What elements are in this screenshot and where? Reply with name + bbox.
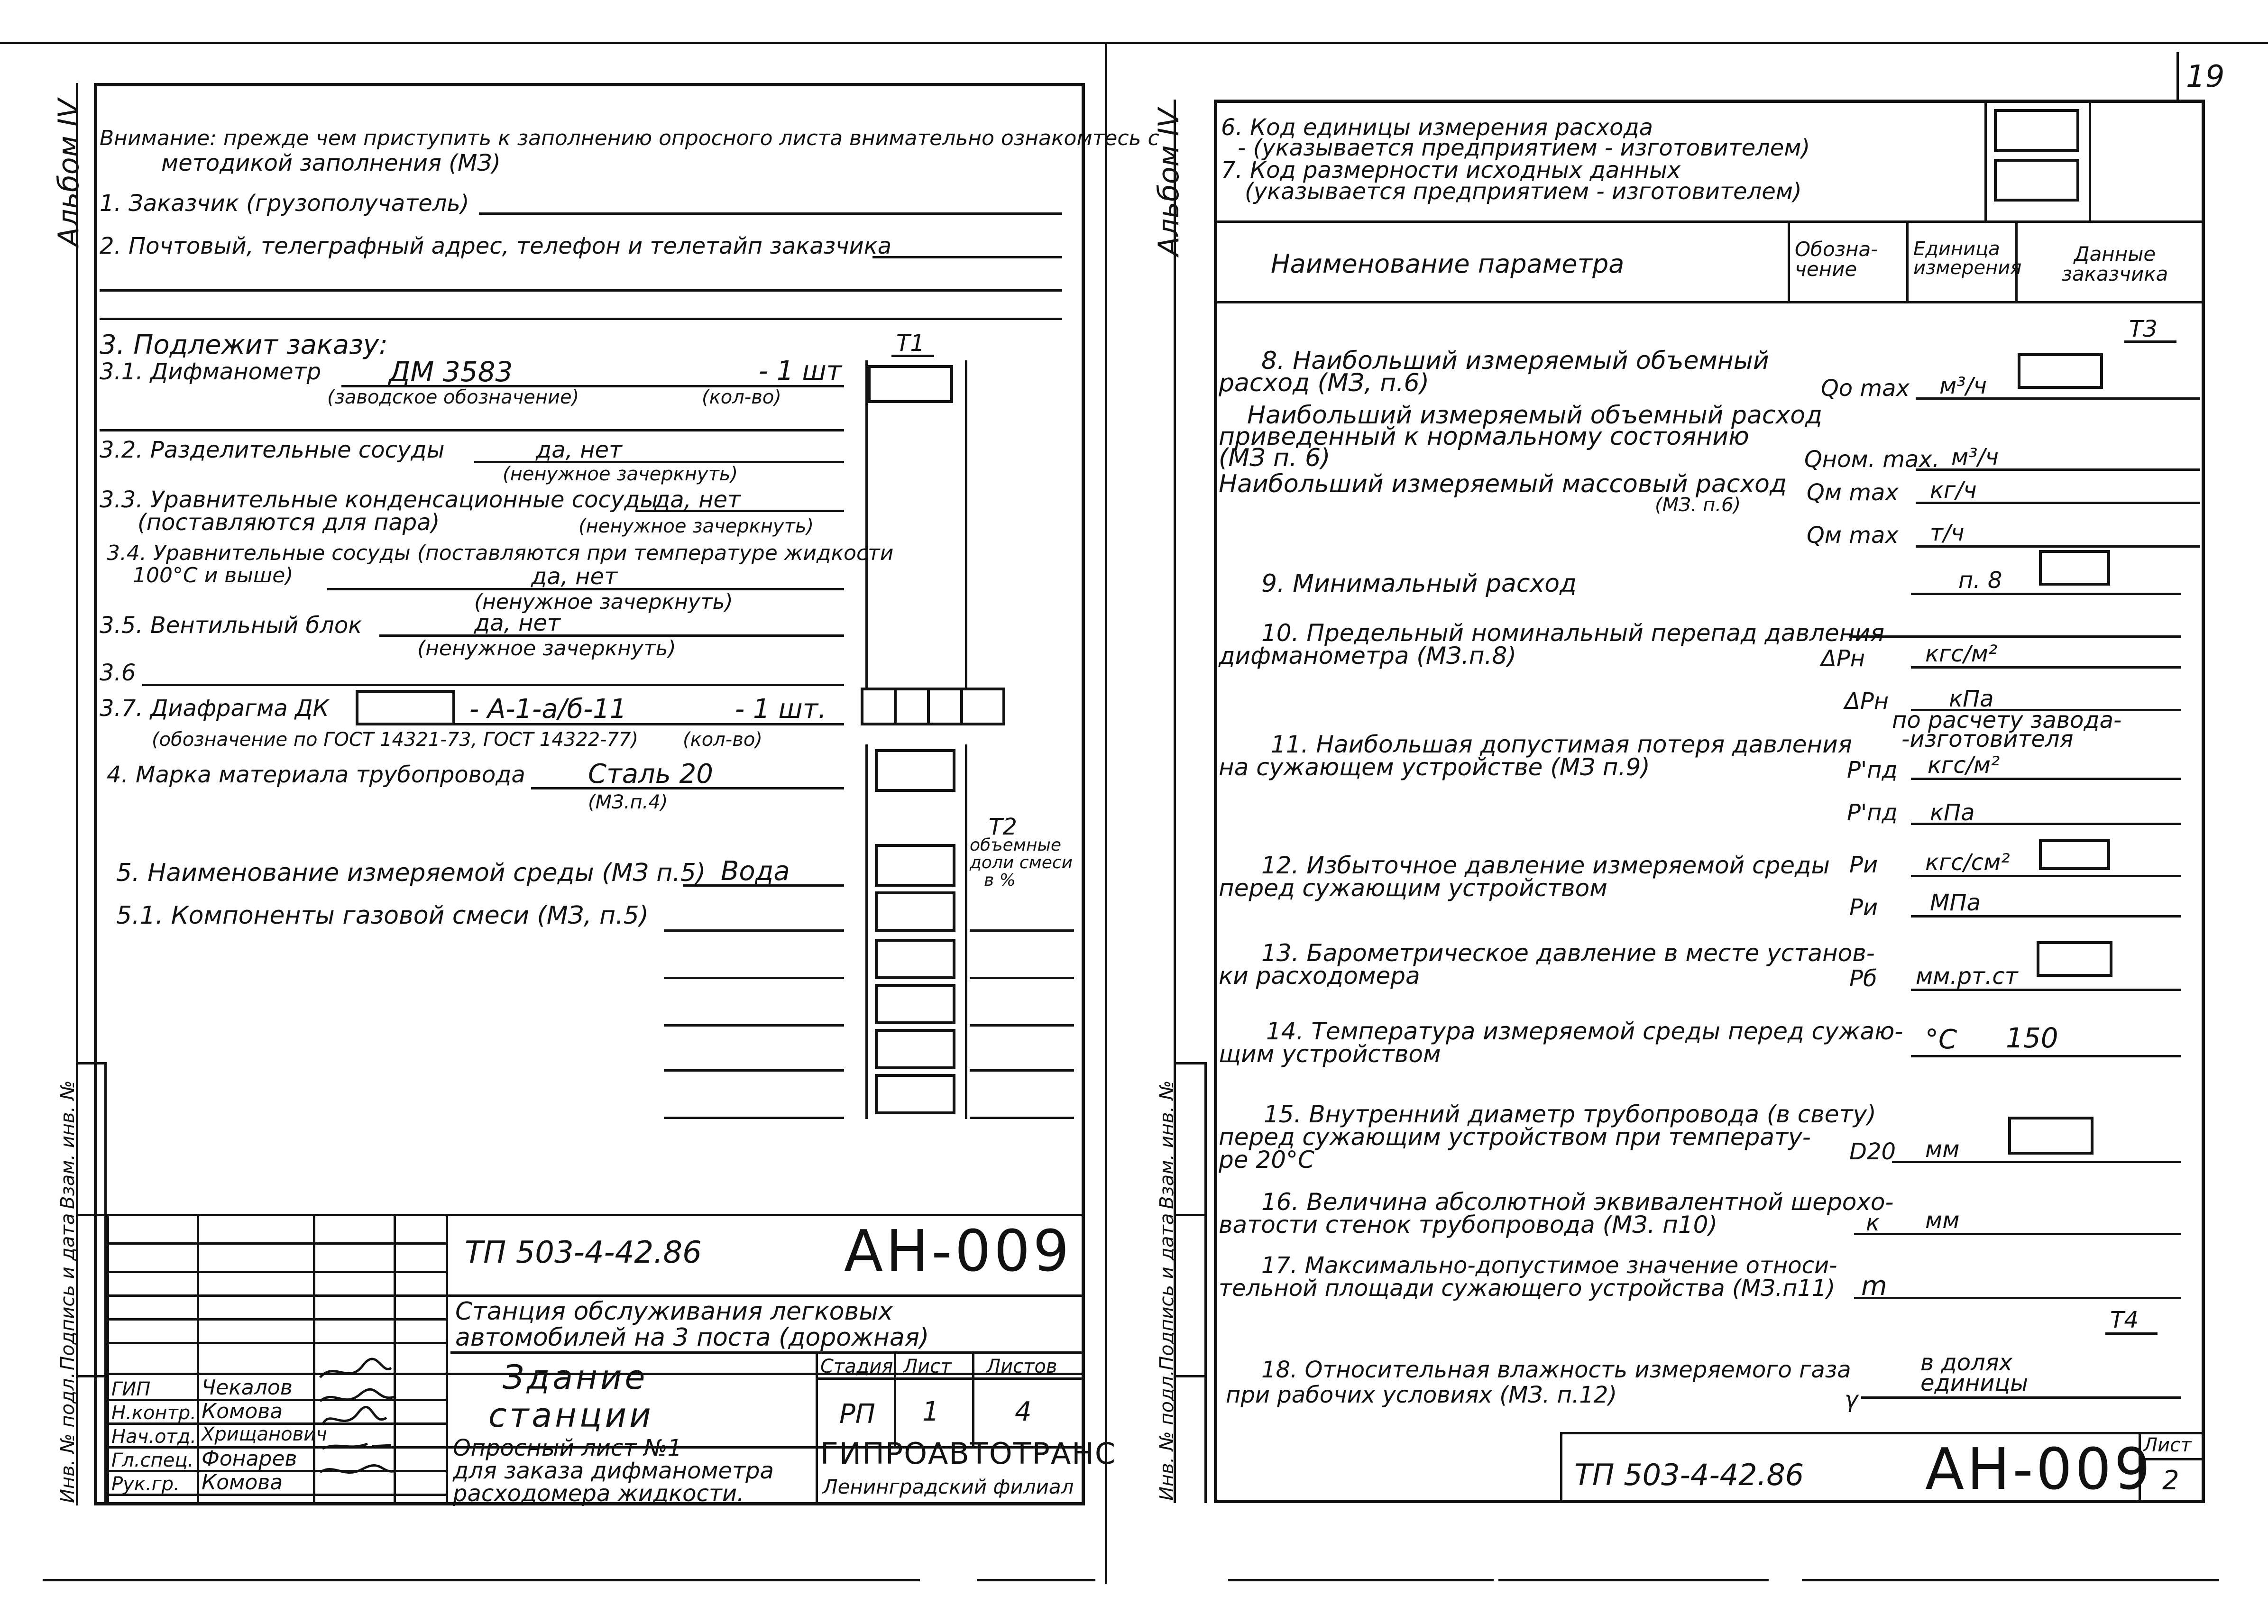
field-10-note1: по расчету завода- [1892, 707, 2122, 734]
field-17-line[interactable] [1854, 1297, 2181, 1299]
bottom-line-3 [1228, 1579, 1494, 1581]
field-37-dk-box[interactable] [356, 690, 455, 725]
left-album-label: Альбом IV [52, 99, 85, 247]
field-16-line2: ватости стенок трубопровода (МЗ. п10) [1219, 1211, 1717, 1239]
field-5-label: 5. Наименование измеряемой среды (МЗ п.5) [116, 859, 706, 887]
tb-top [107, 1214, 1085, 1216]
field-37-qty: - 1 шт. [735, 694, 827, 725]
field-12b-line[interactable] [1911, 915, 2181, 918]
tb-stage-row [816, 1377, 1085, 1380]
t3-label: Т3 [2129, 316, 2158, 342]
field-8-symbol: Qо max [1821, 375, 1910, 402]
field-31-qty: - 1 шт [759, 356, 842, 386]
field-10b-unit: кПа [1949, 686, 1994, 712]
field-15-line1: 15. Внутренний диаметр трубопровода (в свету) [1264, 1101, 1876, 1128]
field-11-line1: 11. Наибольшая допустимая потеря давления [1271, 731, 1852, 758]
t2-sub1: объемные [970, 835, 1062, 855]
field-8d-line[interactable] [1916, 545, 2200, 548]
field-6-line2: - (указывается предприятием - изготовителем) [1238, 135, 1810, 161]
t2-box-5[interactable] [875, 844, 955, 887]
field-10b-symbol: ΔPн [1845, 688, 1889, 715]
field-12-line1: 12. Избыточное давление измеряемой среды [1261, 852, 1830, 879]
field-37-line[interactable] [455, 723, 844, 725]
diaphragm-box-2[interactable] [894, 688, 932, 725]
tb-col-5 [446, 1214, 448, 1505]
t1-underline [891, 355, 934, 357]
tb-row-e [107, 1342, 446, 1344]
field-31-label: 3.1. Дифманометр [100, 358, 321, 385]
field-4-label: 4. Марка материала трубопровода [107, 762, 525, 788]
field-35-note: (ненужное зачеркнуть) [417, 636, 676, 661]
tb-sheets-head: Листов [986, 1356, 1057, 1377]
tb-title-2: автомобилей на 3 поста (дорожная) [455, 1323, 929, 1352]
field-18-line2: при рабочих условиях (МЗ. п.12) [1226, 1382, 1617, 1408]
field-8c-unit: кг/ч [1930, 477, 1977, 504]
tb-doc-3: расходомера жидкости. [453, 1480, 744, 1507]
field-12-line[interactable] [1911, 875, 2181, 877]
field-4-value: Сталь 20 [588, 759, 713, 789]
t2-pct-line-4[interactable] [970, 1069, 1074, 1072]
t2-col-left [865, 744, 868, 1119]
header-param-name: Наименование параметра [1271, 249, 1625, 279]
field-11b-unit: кПа [1930, 799, 1975, 826]
field-14-value: 150 [2006, 1022, 2058, 1054]
t2-pct-line-3[interactable] [970, 1024, 1074, 1027]
right-strip-h1 [1174, 1062, 1205, 1064]
left-strip-label-1: Инв. № подл. [57, 1372, 79, 1503]
left-strip-h3 [76, 1375, 105, 1377]
field-18-unit-1: в долях [1920, 1349, 2013, 1376]
field-17-line1: 17. Максимально-допустимое значение относи- [1261, 1252, 1837, 1279]
field-8c-line[interactable] [1916, 502, 2200, 504]
left-strip-h2 [76, 1214, 105, 1216]
field-15-line3: ре 20°С [1219, 1146, 1314, 1174]
page-top-border [0, 42, 2268, 44]
field-8b-line2: приведенный к нормальному состоянию [1219, 422, 1749, 451]
field-8b-line3: (МЗ п. 6) [1219, 444, 1331, 472]
tb-name-4: Фонарев [202, 1447, 297, 1471]
right-strip-inner [1204, 1062, 1207, 1503]
field-14-unit: °С [1925, 1024, 1957, 1055]
field-17-line2: тельной площади сужающего устройства (МЗ.п11) [1219, 1275, 1836, 1302]
field-4-sub: (МЗ.п.4) [588, 791, 668, 813]
tb-col-2 [197, 1214, 199, 1505]
field-9: 9. Минимальный расход [1261, 569, 1577, 598]
field-8d-symbol: Qм max [1807, 522, 1899, 549]
field-9-box[interactable] [2039, 550, 2110, 586]
tb-name-2: Комова [202, 1399, 283, 1423]
t1-col-right [965, 360, 967, 692]
tb-name-5: Комова [202, 1470, 283, 1495]
left-strip-h1 [76, 1062, 105, 1064]
field-12-unit: кгс/см² [1925, 849, 2010, 876]
field-10-line1: 10. Предельный номинальный перепад давления [1261, 619, 1885, 647]
field-12-symbol: Pи [1849, 852, 1878, 878]
code-col-left [1984, 102, 1987, 220]
gas-box-2[interactable] [875, 939, 955, 979]
left-strip-label-3: Взам. инв. № [57, 1080, 79, 1209]
gas-line-4[interactable] [664, 1069, 844, 1072]
field-37-sub2: (кол-во) [683, 729, 762, 751]
field-2-address: 2. Почтовый, телеграфный адрес, телефон и телетайп заказчика [100, 233, 892, 259]
tb-row-b [107, 1271, 446, 1273]
field-18-line[interactable] [1861, 1396, 2181, 1399]
field-5-value: Вода [721, 856, 790, 887]
tb-sheet: 1 [922, 1396, 939, 1427]
field-31-value: ДМ 3583 [389, 356, 513, 388]
field-15-line2: перед сужающим устройством при температу- [1219, 1123, 1811, 1151]
table-col-unit [1906, 220, 1909, 301]
tb-row-d [107, 1318, 446, 1321]
gas-box-3[interactable] [875, 984, 955, 1024]
right-album-label: Альбом IV [1152, 108, 1185, 256]
bottom-line-5 [1802, 1579, 2219, 1581]
field-32-note: (ненужное зачеркнуть) [503, 463, 738, 485]
gas-box-1[interactable] [875, 891, 955, 932]
attention-line-1: Внимание: прежде чем приступить к заполнению опросного листа внимательно ознакомтесь с [100, 126, 1159, 150]
field-10-note2: -изготовителя [1901, 726, 2074, 752]
right-stamp-code: ТП 503-4-42.86 [1574, 1458, 1804, 1492]
field-17-symbol: m [1861, 1271, 1887, 1302]
tb-doc-1: Опросный лист №1 [453, 1435, 682, 1461]
t2-box-top[interactable] [875, 749, 955, 792]
field-37-sub: (обозначение по ГОСТ 14321-73, ГОСТ 14322-77) [152, 729, 639, 751]
gas-line-5[interactable] [664, 1117, 844, 1119]
bottom-line-2 [977, 1579, 1095, 1581]
field-8-line1: 8. Наибольший измеряемый объемный [1261, 347, 1769, 375]
table-col-sym [1788, 220, 1790, 301]
tb-role-4: Гл.спец. [111, 1450, 194, 1471]
field-11-symbol: P'пд [1847, 757, 1898, 783]
field-11-unit: кгс/м² [1928, 752, 2000, 779]
diaphragm-box-1[interactable] [861, 688, 899, 725]
t2-sub3: в % [984, 871, 1016, 890]
bottom-line-4 [1498, 1579, 1769, 1581]
field-31-line-b[interactable] [100, 429, 844, 431]
field-10-top-line[interactable] [1849, 635, 2181, 638]
field-8b-line[interactable] [1916, 468, 2200, 471]
right-strip-label-1: Инв. № подл. [1156, 1370, 1178, 1501]
field-8c-line1: Наибольший измеряемый массовый расход [1219, 470, 1787, 498]
field-13-line[interactable] [1911, 989, 2181, 991]
right-strip-label-3: Взам. инв. № [1156, 1080, 1178, 1209]
field-16-unit: мм [1925, 1207, 1960, 1234]
attention-line-2: методикой заполнения (МЗ) [161, 150, 501, 176]
t2-sub2: доли смеси [970, 853, 1073, 872]
field-12b-symbol: Pи [1849, 894, 1878, 921]
field-15-box[interactable] [2008, 1117, 2094, 1155]
field-7-line2: (указывается предприятием - изготовителем) [1245, 178, 1802, 205]
tb-title-line [450, 1351, 1085, 1354]
field-2-line-c[interactable] [100, 318, 1062, 320]
tb-stage: РП [839, 1399, 875, 1430]
field-31-sub1: (заводское обозначение) [327, 386, 579, 408]
field-37-value: - А-1-а/б-11 [469, 694, 627, 725]
field-37-label: 3.7. Диафрагма ДК [100, 695, 329, 722]
gas-box-5[interactable] [875, 1074, 955, 1114]
field-51-label: 5.1. Компоненты газовой смеси (МЗ, п.5) [116, 901, 649, 930]
field-2-line-b[interactable] [100, 289, 1062, 292]
tb-row-a [107, 1242, 446, 1245]
field-16-line[interactable] [1854, 1233, 2181, 1235]
field-11-line[interactable] [1911, 778, 2181, 780]
t4-label: Т4 [2110, 1307, 2139, 1333]
diaphragm-box-4[interactable] [960, 688, 1005, 725]
t2-pct-line-1[interactable] [970, 929, 1074, 932]
field-10-line[interactable] [1911, 666, 2181, 669]
field-32-label: 3.2. Разделительные сосуды [100, 437, 445, 463]
tb-role-2: Н.контр. [111, 1402, 196, 1424]
t2-label: Т2 [989, 814, 1017, 840]
field-13-symbol: Pб [1849, 965, 1877, 992]
tb-doc-2: для заказа дифманометра [453, 1458, 774, 1484]
t1-box-dm[interactable] [868, 365, 953, 403]
header-data: Данные заказчика [2061, 242, 2168, 285]
field-18-unit-2: единицы [1920, 1370, 2029, 1396]
field-16-symbol: к [1866, 1210, 1880, 1236]
field-10-symbol: ΔPн [1821, 645, 1865, 672]
field-8b-unit: м³/ч [1951, 444, 1999, 470]
gas-line-3[interactable] [664, 1024, 844, 1027]
field-8-unit: м³/ч [1939, 373, 1987, 399]
gas-box-4[interactable] [875, 1029, 955, 1069]
code-col-right [2089, 102, 2091, 220]
field-8-box[interactable] [2018, 353, 2103, 389]
field-11b-symbol: P'пд [1847, 799, 1898, 826]
field-34-value: да, нет [531, 563, 617, 590]
tb-album-code: АН-009 [844, 1219, 1072, 1285]
table-header-bottom [1214, 301, 2205, 303]
tb-signatures [315, 1356, 443, 1498]
field-9-line[interactable] [1911, 593, 2181, 595]
field-12-line2: перед сужающим устройством [1219, 874, 1607, 902]
field-6-line1: 6. Код единицы измерения расхода [1221, 114, 1653, 141]
field-11b-line[interactable] [1911, 823, 2181, 825]
field-1-customer: 1. Заказчик (грузополучатель) [100, 190, 469, 217]
field-10-unit: кгс/м² [1925, 641, 1998, 667]
field-13-unit: мм.рт.ст [1916, 963, 2018, 990]
table-header-top [1214, 220, 2205, 223]
field-13-line2: ки расходомера [1219, 962, 1420, 990]
field-2-line[interactable] [872, 256, 1062, 258]
t1-label: Т1 [896, 330, 925, 357]
tb-role-5: Рук.гр. [111, 1473, 180, 1495]
t2-pct-line-2[interactable] [970, 977, 1074, 979]
right-strip-label-2: Подпись и дата [1156, 1213, 1178, 1370]
tb-org-1: ГИПРОАВТОТРАНС [820, 1436, 1117, 1471]
field-14-line1: 14. Температура измеряемой среды перед сужаю- [1266, 1018, 1903, 1045]
field-18-line1: 18. Относительная влажность измеряемого газа [1261, 1357, 1851, 1383]
tb-name-3: Хрищанович [202, 1423, 327, 1445]
tb-stage-col-1 [816, 1354, 818, 1505]
field-35-value: да, нет [474, 610, 560, 636]
tb-stage-head: Стадия [820, 1356, 893, 1377]
tb-building-2: станции [488, 1396, 654, 1435]
gas-line-1[interactable] [664, 929, 844, 932]
field-36-line[interactable] [142, 684, 844, 686]
field-34-line1: 3.4. Уравнительные сосуды (поставляются при температуре жидкости [107, 541, 894, 565]
code-7-box[interactable] [1994, 159, 2079, 202]
field-33-line[interactable] [635, 510, 844, 512]
page-number-box-left [2176, 52, 2179, 100]
t1-col-left [865, 360, 868, 692]
field-8-line[interactable] [1916, 397, 2200, 400]
bottom-line-1 [43, 1579, 920, 1581]
tb-sheets: 4 [1015, 1396, 1032, 1427]
field-8b-line1: Наибольший измеряемый объемный расход [1247, 401, 1823, 430]
t2-pct-line-5[interactable] [970, 1117, 1074, 1119]
field-1-line[interactable] [479, 212, 1062, 215]
gas-line-2[interactable] [664, 977, 844, 979]
field-13-line1: 13. Барометрическое давление в месте установ- [1261, 939, 1875, 967]
field-8c-symbol: Qм max [1807, 479, 1899, 506]
page-number: 19 [2186, 59, 2225, 94]
diaphragm-box-3[interactable] [927, 688, 965, 725]
field-32-value: да, нет [536, 437, 622, 463]
field-36-label: 3.6 [100, 660, 136, 686]
right-stamp-album: АН-009 [1925, 1437, 2153, 1503]
t4-underline [2105, 1332, 2158, 1335]
field-15-symbol: D20 [1849, 1138, 1896, 1165]
code-6-box[interactable] [1994, 109, 2079, 152]
field-7-line1: 7. Код размерности исходных данных [1221, 157, 1681, 184]
tb-row-c [107, 1294, 1085, 1297]
field-12-box[interactable] [2039, 839, 2110, 870]
right-stamp-top [1560, 1432, 2205, 1434]
right-strip-h3 [1174, 1375, 1205, 1377]
tb-sheet-head: Лист [903, 1356, 952, 1377]
field-33-sub: (поставляются для пара) [138, 509, 440, 536]
tb-org-2: Ленинградский филиал [823, 1475, 1074, 1498]
header-symbol: Обозна-чение [1795, 238, 1878, 281]
field-10-line2: дифманометра (МЗ.п.8) [1219, 642, 1516, 670]
field-34-line2: 100°С и выше) [133, 563, 294, 587]
page-center-divider [1105, 43, 1107, 1584]
tb-stage-col-3 [972, 1354, 974, 1446]
field-16-line1: 16. Величина абсолютной эквивалентной шерохо- [1261, 1188, 1894, 1216]
tb-name-1: Чекалов [202, 1376, 293, 1400]
field-15-unit: мм [1925, 1136, 1960, 1163]
field-5-line[interactable] [683, 884, 844, 887]
field-15-line[interactable] [1892, 1161, 2181, 1163]
tb-col-1 [107, 1214, 109, 1505]
field-14-line[interactable] [1911, 1055, 2181, 1057]
field-31-sub2: (кол-во) [702, 386, 781, 408]
field-8c-line2: (МЗ. п.6) [1655, 494, 1741, 516]
tb-building-1: Здание [503, 1358, 648, 1397]
field-14-line2: щим устройством [1219, 1040, 1441, 1068]
right-stamp-sheet: 2 [2162, 1465, 2179, 1496]
field-33-note: (ненужное зачеркнуть) [578, 515, 814, 537]
t3-underline [2124, 340, 2176, 343]
tb-role-1: ГИП [111, 1378, 151, 1400]
field-8b-symbol: Qном. max. [1804, 446, 1940, 473]
field-33-value: да, нет [654, 486, 741, 513]
field-34-note: (ненужное зачеркнуть) [474, 590, 733, 614]
left-strip-label-2: Подпись и дата [57, 1213, 79, 1370]
field-13-box[interactable] [2037, 941, 2112, 977]
field-11-line2: на сужающем устройстве (МЗ п.9) [1219, 753, 1650, 781]
tb-role-3: Нач.отд. [111, 1426, 197, 1448]
tb-title-1: Станция обслуживания легковых [455, 1297, 893, 1326]
field-8d-unit: т/ч [1930, 520, 1965, 546]
field-9-unit: п. 8 [1958, 567, 2002, 594]
right-stamp-left [1560, 1432, 1562, 1503]
tb-stage-col-2 [894, 1354, 896, 1446]
field-35-label: 3.5. Вентильный блок [100, 612, 362, 639]
right-stamp-sheet-head: Лист [2143, 1434, 2192, 1456]
field-12b-unit: МПа [1930, 890, 1981, 916]
field-3-order: 3. Подлежит заказу: [100, 330, 388, 360]
field-33-label: 3.3. Уравнительные конденсационные сосуды [100, 486, 658, 513]
header-unit: Единица измерения [1913, 238, 2022, 279]
right-strip-h2 [1174, 1214, 1205, 1216]
field-4-line[interactable] [531, 787, 844, 789]
tb-code: ТП 503-4-42.86 [465, 1235, 702, 1270]
t2-col-right [965, 744, 967, 1119]
field-8-line2: расход (МЗ, п.6) [1219, 369, 1429, 397]
field-18-symbol: γ [1845, 1386, 1858, 1413]
